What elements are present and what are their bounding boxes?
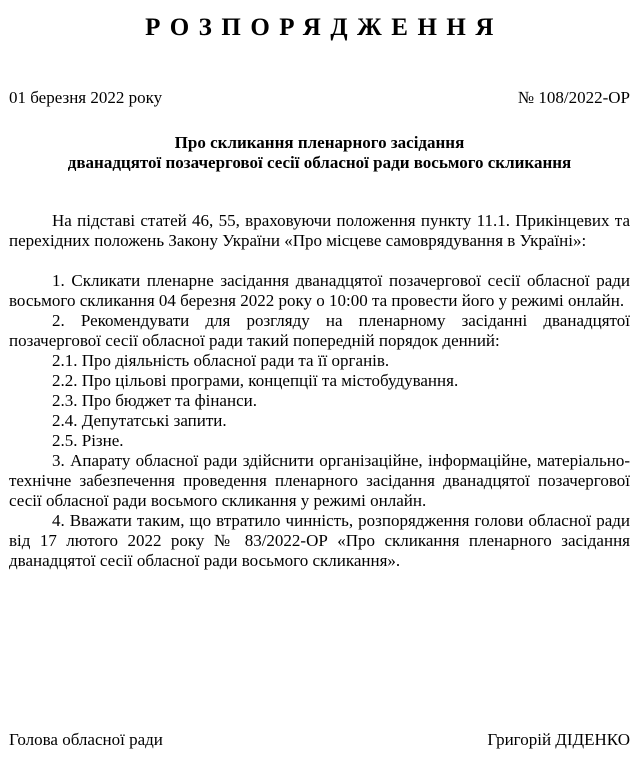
- agenda-item: 2.2. Про цільові програми, концепції та містобудування.: [52, 371, 459, 390]
- body-item: 4. Вважати таким, що втратило чинність, розпорядження голови обласної ради від 17 лютого 2022 року № 83/2022-ОР «Про скликання пленарного засідання дванадцятої сесії обласної ради восьмого скликання».: [9, 511, 630, 570]
- document-title: РОЗПОРЯДЖЕННЯ: [145, 14, 503, 41]
- agenda-item: 2.5. Різне.: [52, 431, 124, 450]
- document-heading-line: Про скликання пленарного засідання: [174, 133, 465, 152]
- signature-name: Григорій ДІДЕНКО: [487, 730, 630, 749]
- document-body: [9, 211, 630, 571]
- document-heading-line: дванадцятої позачергової сесії обласної ради восьмого скликання: [67, 153, 572, 172]
- body-item: 3. Апарату обласної ради здійснити організаційне, інформаційне, матеріально-технічне забезпечення проведення пленарного засідання дванадцятої позачергової сесії обласної ради восьмого скликання у режимі онлайн.: [9, 451, 630, 510]
- agenda-item: 2.3. Про бюджет та фінанси.: [52, 391, 257, 410]
- body-item: 2. Рекомендувати для розгляду на пленарному засіданні дванадцятої позачергової сесії обласної ради такий попередній порядок денний:: [9, 311, 630, 350]
- document-heading: [0, 133, 639, 173]
- document-number: № 108/2022-ОР: [517, 88, 630, 107]
- preamble-paragraph: На підставі статей 46, 55, враховуючи положення пункту 11.1. Прикінцевих та перехідних положень Закону України «Про місцеве самоврядування в Україні»:: [9, 211, 630, 250]
- agenda-item: 2.4. Депутатські запити.: [52, 411, 227, 430]
- agenda-item: 2.1. Про діяльність обласної ради та її органів.: [52, 351, 390, 370]
- document-date: 01 березня 2022 року: [9, 88, 163, 107]
- signature-position: Голова обласної ради: [9, 730, 163, 749]
- body-item: 1. Скликати пленарне засідання дванадцятої позачергової сесії обласної ради восьмого скликання 04 березня 2022 року о 10:00 та провести його у режимі онлайн.: [9, 271, 630, 310]
